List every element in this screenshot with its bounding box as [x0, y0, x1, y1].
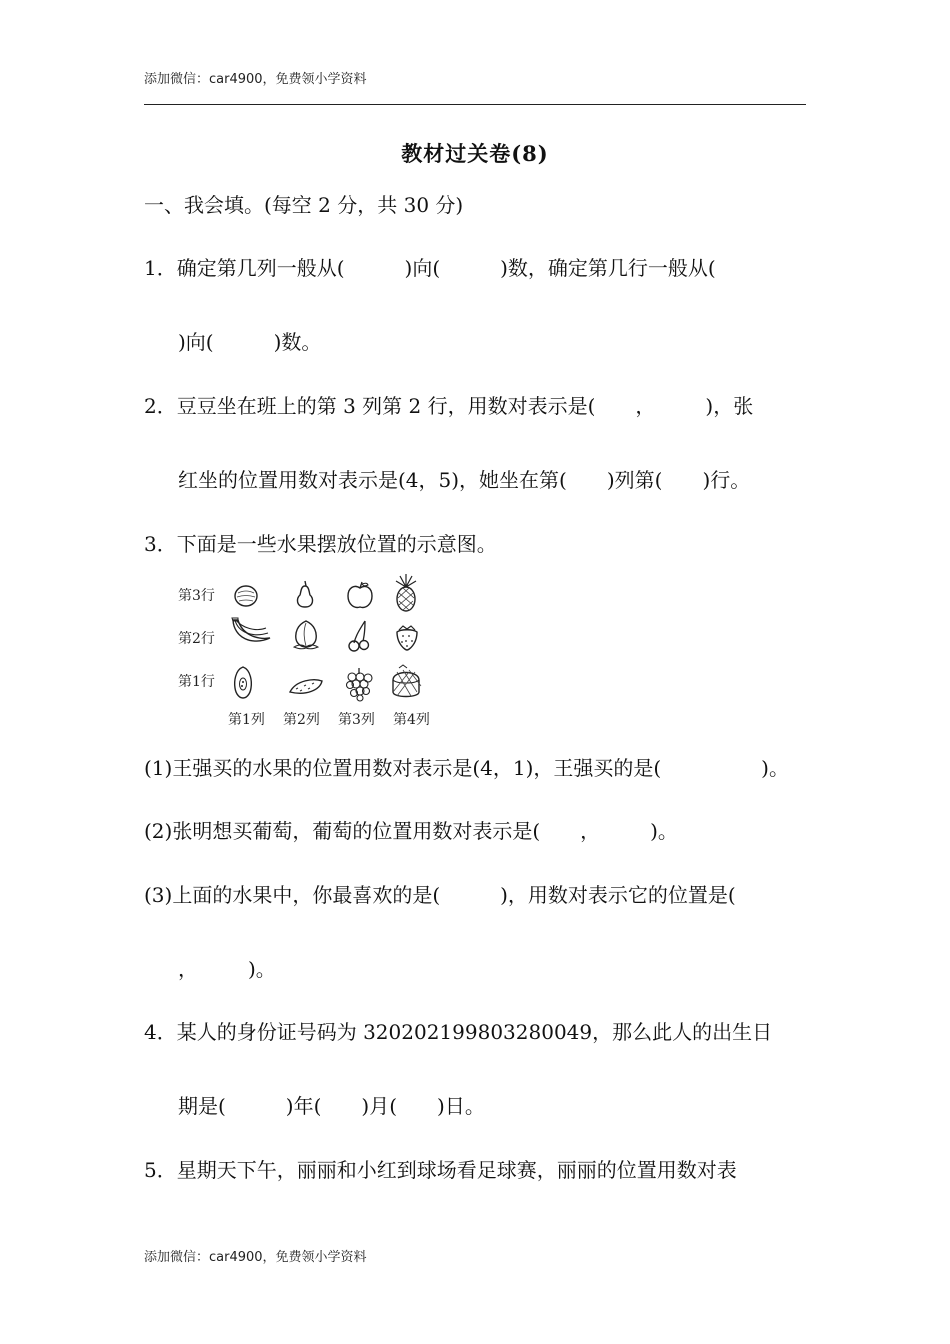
cherry-icon [346, 619, 372, 653]
row-label-2: 第2行 [178, 631, 215, 647]
grape-icon [342, 666, 376, 702]
question-2-line-2: 红坐的位置用数对表示是(4，5)，她坐在第( )列第( )行。 [178, 468, 751, 492]
header-divider [144, 104, 806, 105]
peach-icon [291, 617, 321, 651]
question-3-sub-2: (2)张明想买葡萄，葡萄的位置用数对表示是( ， )。 [144, 819, 678, 843]
section-heading: 一、我会填。(每空 2 分，共 30 分) [144, 193, 464, 217]
strawberry-icon [393, 622, 421, 652]
question-5-line-1: 5．星期天下午，丽丽和小红到球场看足球赛，丽丽的位置用数对表 [144, 1158, 737, 1182]
col-label-4: 第4列 [393, 712, 430, 728]
footer-note: 添加微信：car4900，免费领小学资料 [144, 1250, 367, 1265]
question-3-sub-3-line-2: ， )。 [178, 957, 276, 981]
question-4-line-2: 期是( )年( )月( )日。 [178, 1094, 485, 1118]
pineapple-icon [391, 573, 421, 613]
row-label-3: 第3行 [178, 588, 215, 604]
melon-icon [387, 664, 425, 702]
apple-icon [344, 579, 376, 611]
pear-icon [292, 578, 318, 610]
question-2-line-1: 2．豆豆坐在班上的第 3 列第 2 行，用数对表示是( ， )，张 [144, 394, 754, 418]
col-label-2: 第2列 [283, 712, 320, 728]
col-label-1: 第1列 [228, 712, 265, 728]
orange-icon [232, 581, 260, 609]
header-note: 添加微信：car4900，免费领小学资料 [144, 72, 367, 87]
question-3-sub-3-line-1: (3)上面的水果中，你最喜欢的是( )，用数对表示它的位置是( [144, 883, 736, 907]
banana-icon [230, 616, 274, 648]
question-1-line-1: 1．确定第几列一般从( )向( )数，确定第几行一般从( [144, 256, 716, 280]
cucumber-icon [286, 676, 326, 698]
question-3-sub-1: (1)王强买的水果的位置用数对表示是(4，1)，王强买的是( )。 [144, 756, 789, 780]
papaya-icon [230, 664, 256, 700]
question-3-intro: 3．下面是一些水果摆放位置的示意图。 [144, 532, 497, 556]
question-1-line-2: )向( )数。 [178, 330, 322, 354]
row-label-1: 第1行 [178, 674, 215, 690]
question-4-line-1: 4．某人的身份证号码为 320202199803280049，那么此人的出生日 [144, 1020, 773, 1044]
col-label-3: 第3列 [338, 712, 375, 728]
page-title: 教材过关卷(8) [401, 141, 549, 166]
